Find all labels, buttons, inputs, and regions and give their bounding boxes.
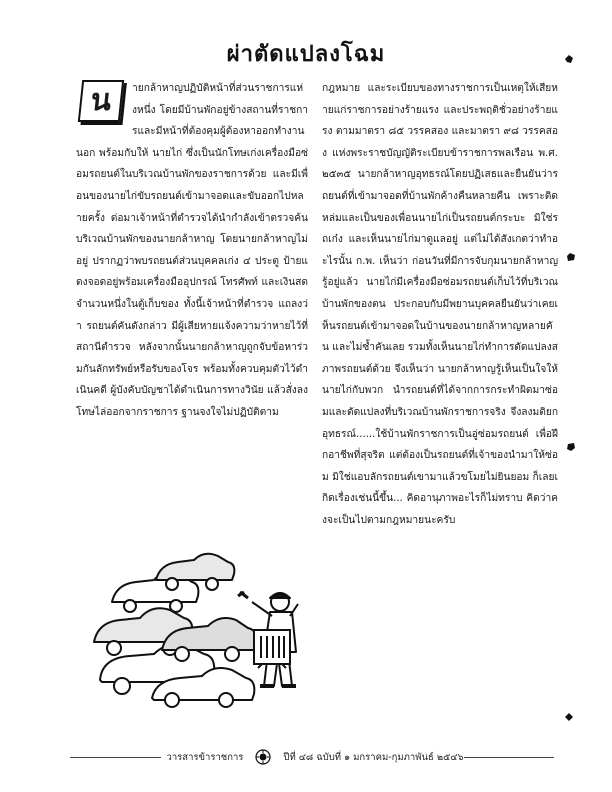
car-wheel [114, 678, 130, 694]
page-footer [70, 750, 554, 764]
left-column-text: ายกล้าหาญปฏิบัติหน้าที่ส่วนราชการแห่งหนึ่ง โดยมีบ้านพักอยู่ข้างสถานที่ราชการและมีหน้าที่ต้องคุมผู้ต้องหาออกทำงานนอก พร้อมกับให้ นายไก่ ซึ่งเป็นนักโทษเก่งเครื่องมือซ่อมรถยนต์ในบริเวณบ้านพักของราชการด้วย และมีเพื่อนของนายไก่ขับรถยนต์เข้ามาจอดและขับออกไปหลายครั้ง ต่อมาเจ้าหน้าที่ตำรวจได้นำกำลังเข้าตรวจค้นบริเวณบ้านพักของนายกล้าหาญ โดยนายกล้าหาญไม่อยู่ ปรากฏว่าพบรถยนต์ส่วนบุคคลเก่ง ๔ ประตู ป้ายแดงจอดอยู่พร้อมเครื่องมืออุปกรณ์ โทรศัพท์ และเงินสดจำนวนหนึ่งในตู้เก็บของ ทั้งนี้เจ้าหน้าที่ตำรวจ แถลงว่า รถยนต์คันดังกล่าว มีผู้เสียหายแจ้งความว่าหายไว้ที่สถานีตำรวจ หลังจากนั้นนายกล้าหาญถูกจับข้อหาร่วมกันลักทรัพย์หรือรับของโจร พร้อมทั้งควบคุมตัวไว้ดำเนินคดี ผู้บังคับบัญชาได้ดำเนินการทางวินัย แล้วสั่งลงโทษไล่ออกจากราชการ ฐานจงใจไม่ปฏิบัติตาม [76, 83, 308, 418]
car-wheel [170, 600, 182, 612]
tool-rack-icon [252, 628, 292, 670]
car-wheel [124, 600, 136, 612]
article-title: ผ่าตัดแปลงโฉม [226, 42, 386, 67]
right-column [322, 78, 558, 531]
mechanic-with-cars-illustration [92, 540, 304, 708]
drop-cap-letter: น [78, 80, 124, 122]
car-wheel [225, 647, 239, 661]
car-wheel [107, 641, 121, 655]
ink-blot-icon [566, 442, 576, 452]
car-wheel [175, 647, 189, 661]
car-wheel [166, 578, 178, 590]
ink-blot-icon [564, 712, 574, 722]
drop-cap [76, 80, 122, 120]
issue-info: ปีที่ ๔๘ ฉบับที่ ๑ มกราคม-กุมภาพันธ์ ๒๕๔๖ [283, 751, 464, 763]
right-column-text: กฎหมาย และระเบียบของทางราชการเป็นเหตุให้เสียหายแก่ราชการอย่างร้ายแรง และประพฤติชั่วอย่างร้ายแรง ตามมาตรา ๘๕ วรรคสอง และมาตรา ๙๘ วรรคสอง แห่งพระราชบัญญัติระเบียบข้าราชการพลเรือน พ.ศ. ๒๕๓๕ นายกล้าหาญอุทธรณ์โดยปฏิเสธและยืนยันว่ารถยนต์ที่เข้ามาจอดที่บ้านพักค้างคืนหลายคืน เพราะติดหล่มและเป็นของเพื่อนนายไก่เป็นรถยนต์กระบะ มิใช่รถเก๋ง และเห็นนายไก่มาดูแลอยู่ แต่ไม่ได้สังเกตว่าทำอะไรนั้น ก.พ. เห็นว่า ก่อนวันที่มีการจับกุมนายกล้าหาญรู้อยู่แล้ว นายไก่มีเครื่องมือซ่อมรถยนต์เก็บไว้ที่บริเวณบ้านพักของตน ประกอบกับมีพยานบุคคลยืนยันว่าเคยเห็นรถยนต์เข้ามาจอดในบ้านของนายกล้าหาญหลายคัน และไม่ซ้ำคันเลย รวมทั้งเห็นนายไก่ทำการดัดแปลงสภาพรถยนต์ด้วย จึงเห็นว่า นายกล้าหาญรู้เห็นเป็นใจให้นายไก่กับพวก นำรถยนต์ที่ได้จากการกระทำผิดมาซ่อมและดัดแปลงที่บริเวณบ้านพักราชการจริง จึงลงมติยกอุทธรณ์......ใช้บ้านพักราชการเป็นอู่ซ่อมรถยนต์ เพื่อฝึกอาชีพที่สุจริต แต่ต้องเป็นรถยนต์ที่เจ้าของนำมาให้ซ่อม มิใช่แอบลักรถยนต์เขามาแล้วขโมยไม่ยินยอม ก็เลยเกิดเรื่องเช่นนี้ขึ้น... คิดอานุภาพอะไรก็ไม่ทราบ คิดว่าคงจะเป็นไปตามกฎหมายนะครับ [322, 83, 558, 526]
wrench [238, 592, 248, 598]
emblem-icon [255, 749, 271, 765]
car-wheel [206, 578, 218, 590]
mechanic-cap [270, 593, 290, 598]
left-column [76, 78, 308, 424]
footer-rule-left [70, 757, 161, 758]
car-wheel [165, 693, 179, 707]
magazine-name: วารสารข้าราชการ [166, 751, 244, 763]
car-shape [156, 554, 234, 580]
car-wheel [219, 693, 233, 707]
ink-blot-icon [564, 54, 574, 64]
footer-rule-right [464, 757, 555, 758]
ink-blot-icon [566, 252, 576, 262]
